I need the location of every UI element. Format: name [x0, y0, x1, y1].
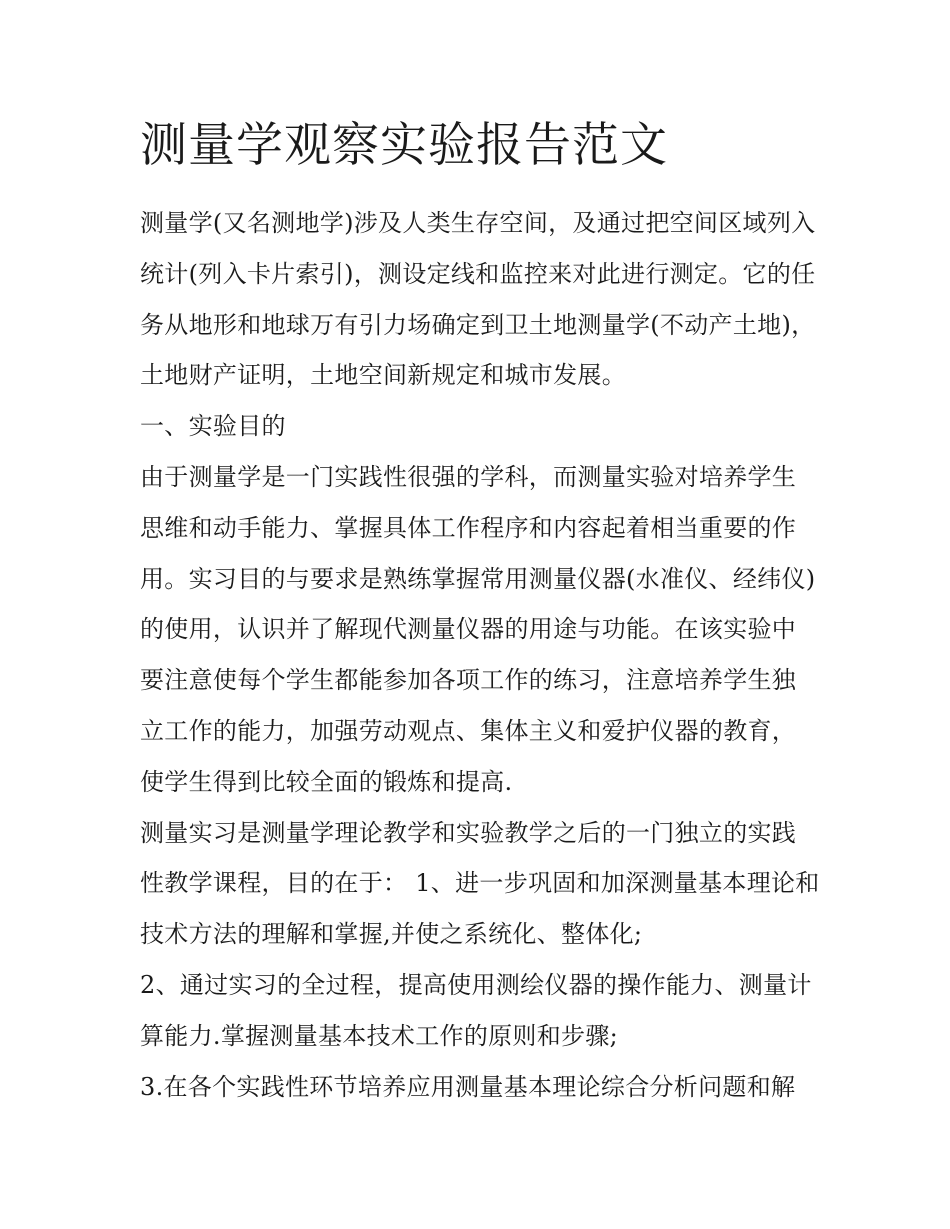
paragraph-intro: 测量学(又名测地学)涉及人类生存空间，及通过把空间区域列入统计(列入卡片索引)，测设定线和监控来对此进行测定。它的任务从地形和地球万有引力场确定到卫土地测量学(不动产土地)，土地财产证明，土地空间新规定和城市发展。 — [140, 209, 816, 390]
paragraph-purpose: 由于测量学是一门实践性很强的学科，而测量实验对培养学生思维和动手能力、掌握具体工作程序和内容起着相当重要的作用。实习目的与要求是熟练掌握常用测量仪器(水准仪、经纬仪)的使用，认识并了解现代测量仪器的用途与功能。在该实验中要注意使每个学生都能参加各项工作的练习，注意培养学生独立工作的能力，加强劳动观点、集体主义和爱护仪器的教育，使学生得到比较全面的锻炼和提高. — [140, 462, 816, 796]
document-body — [140, 198, 820, 1112]
paragraph-practice: 测量实习是测量学理论教学和实验教学之后的一门独立的实践性教学课程，目的在于： 1、进一步巩固和加深测量基本理论和技术方法的理解和掌握,并使之系统化、整体化; — [140, 818, 820, 949]
section-heading-purpose: 一、实验目的 — [140, 412, 286, 441]
paragraph-item-3: 3.在各个实践性环节培养应用测量基本理论综合分析问题和解 — [140, 1072, 796, 1101]
paragraph-item-2: 2、通过实习的全过程，提高使用测绘仪器的操作能力、测量计算能力.掌握测量基本技术工作的原则和步骤; — [140, 970, 812, 1050]
document-title: 测量学观察实验报告范文 — [140, 118, 668, 173]
